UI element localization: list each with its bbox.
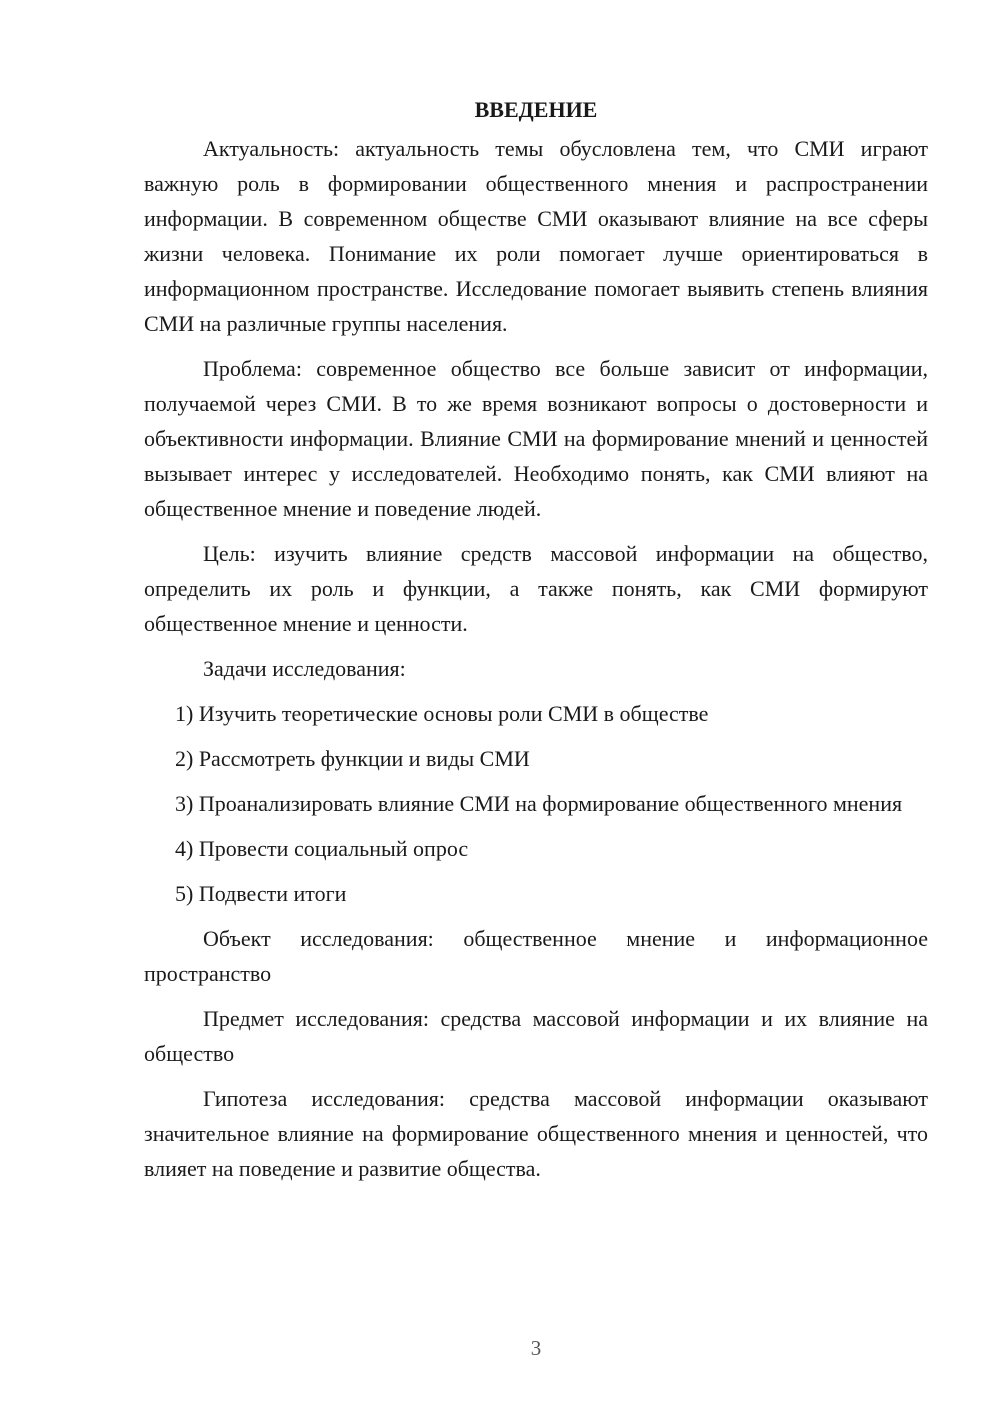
problem-paragraph: Проблема: современное общество все больше зависит от информации, получаемой через СМИ. В то же время возникают вопросы о достоверности и объективности информации. Влияние СМИ на формирование мнений и ценностей вызывает интерес у исследователей. Необходимо понять, как СМИ влияют на общественное мнение и поведение людей. [144,356,928,521]
page-content [144,94,928,1196]
section-title: ВВЕДЕНИЕ [474,97,598,122]
research-object-paragraph: Объект исследования: общественное мнение и информационное пространство [144,926,928,986]
relevance-paragraph: Актуальность: актуальность темы обусловлена тем, что СМИ играют важную роль в формировании общественного мнения и распространении информации. В современном обществе СМИ оказывают влияние на все сферы жизни человека. Понимание их роли помогает лучше ориентироваться в информационном пространстве. Исследование помогает выявить степень влияния СМИ на различные группы населения. [144,136,928,336]
task-item: 1) Изучить теоретические основы роли СМИ в обществе [175,701,709,726]
task-item: 4) Провести социальный опрос [175,836,469,861]
research-subject-paragraph: Предмет исследования: средства массовой информации и их влияние на общество [144,1006,928,1066]
tasks-heading: Задачи исследования: [203,656,406,681]
goal-paragraph: Цель: изучить влияние средств массовой информации на общество, определить их роль и функции, а также понять, как СМИ формируют общественное мнение и ценности. [144,541,928,636]
task-item: 5) Подвести итоги [175,881,347,906]
page-number: 3 [530,1336,542,1360]
task-item: 3) Проанализировать влияние СМИ на формирование общественного мнения [175,791,903,816]
task-item: 2) Рассмотреть функции и виды СМИ [175,746,530,771]
hypothesis-paragraph: Гипотеза исследования: средства массовой информации оказывают значительное влияние на формирование общественного мнения и ценностей, что влияет на поведение и развитие общества. [144,1086,928,1181]
